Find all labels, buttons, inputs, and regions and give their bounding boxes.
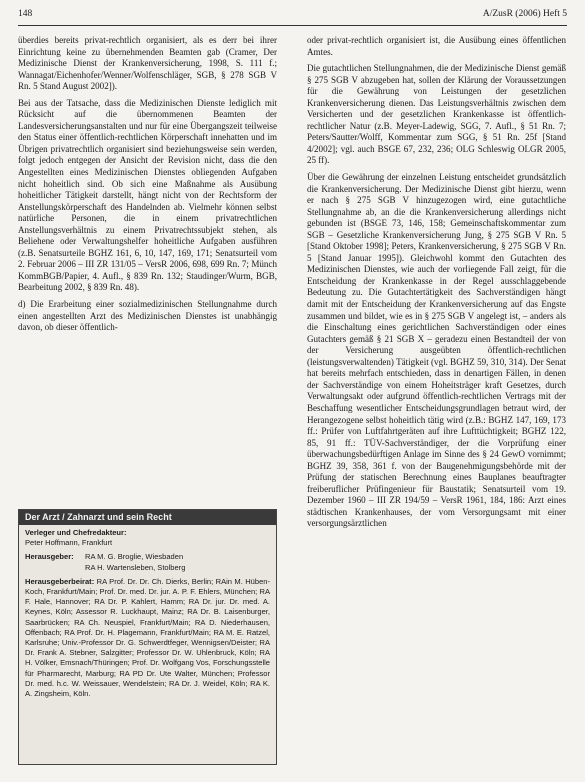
editors-list: RA M. G. Broglie, Wiesbaden RA H. Wartensleben, Stolberg: [85, 552, 186, 572]
publisher-name: Peter Hoffmann, Frankfurt: [25, 538, 113, 548]
publisher-label: Verleger und Chefredakteur:: [25, 528, 127, 537]
board-list: RA Prof. Dr. Dr. Ch. Dierks, Berlin; RAin M. Hüben-Koch, Frankfurt/Main; Prof. Dr. med. Dr. jur. A. P. F. Ehlers, München; RA F. Hale, Hannover; RA Dr. P. Kahlert, Hamm; RA Dr. jur. Dr. med. A. Keynes, Köln; Assessor R. Luckhaupt, Mainz; RA Dr. B. Laisenburger, Saarbrücken; RA Ch. Neuspiel, Frankfurt/Main; RA D. Niederhausen, Offenbach; RA Prof. Dr. H. Plagemann, Frankfurt/Main; RA M. E. Ratzel, Karlsruhe; Univ.-Professor Dr. G. Schwerdtfeger, Wennigsen/Deister; RA Dr. Frank A. Stebner, Salzgitter; Professor Dr. W. Uhlenbruck, Köln; RA H. Völker, Emsnach/Thüringen; Prof. Dr. Wolfgang Vos, Forschungsstelle für Pharmarecht, Marburg; RA PD Dr. Ute Walter, München; Professor Dr. med. h.c. W. Weissauer, Wendelstein; RA Dr. J. Weidel, Köln; RA K. A. Zingsheim, Köln.: [25, 576, 270, 699]
paragraph: oder privat-rechtlich organisiert ist, die Ausübung eines öffentlichen Amtes.: [307, 35, 566, 57]
journal-reference: A/ZusR (2006) Heft 5: [482, 9, 567, 19]
paragraph: Über die Gewährung der einzelnen Leistung entscheidet grundsätzlich die Krankenversicherung. Der Medizinische Dienst gibt hierzu, wenn er nach § 275 SGB V hinzugezogen wird, eine gutachtliche Stellungnahme ab, an die die Krankenversicherung allerdings nicht gebunden ist (BSGE 73, 146, 158; Gemeinschaftskommentar zum SGB – Gesetzliche Krankenversicherung Jung, § 275 SGB V Rn. 5 [Stand Oktober 1998]; Peters, Krankenversicherung, § 275 SGB V Rn. 5 [Stand Januar 1995]). Gleichwohl kommt den Gutachten des Medizinischen Dienstes, wie auch der vorliegende Fall zeigt, für die Entscheidung der Krankenkasse in der Regel ausschlaggebende Bedeutung zu. Die Gutachtertätigkeit des Sachverständigen hängt damit mit der Entscheidung der Krankenversicherung auf das Engste zusammen und bildet, wie es in § 275 SGB V angelegt ist, – anders als die Einschaltung eines gerichtlichen Sachverständigen oder eines Gutachters gemäß § 21 SGB X – geradezu einen Bestandteil der von der Versicherung ausgeübten öffentlich-rechtlichen (leistungsverwaltenden) Tätigkeit (vgl. BGHZ 59, 310, 314). Der Senat hat bereits mehrfach entschieden, dass in denartigen Fällen, in denen der Sachverständige von einem Hoheitsträger kraft Gesetzes, durch Verwaltungsakt oder aufgrund öffentlich-rechtlichen Vertrags mit der Beschaffung wesentlicher Entscheidungsgrundlagen betraut wird, der Herangezogene selbst hoheitlich tätig wird (z.B.: BGHZ 147, 169, 173 ff.: Prüfer von Luftfahrtgeräten auf ihre Lufttüchtigkeit; BGHZ 122, 85, 91 ff.: TÜV-Sachverständiger, der die Vorprüfung einer überwachungsbedürftigen Anlage im Sinne des § 24 GewO vornimmt; BGHZ 39, 358, 361 f. von der Baugenehmigungsbehörde mit der Prüfung der statischen Berechnung eines Bauplanes beauftragter freiberuflicher Prüfingenieur für Baustatik; Senatsurteil vom 19. Dezember 1960 – III ZR 194/59 – VersR 1961, 184, 186: Arzt eines städtischen Krankenhauses, der vom Versorgungsamt mit einer versorgungsärztlichen: [307, 172, 566, 529]
paragraph: Bei aus der Tatsache, dass die Medizinischen Dienste lediglich mit Rücksicht auf die übernommenen Beamten der Landesversicherungsanstalten und nur für eine Übergangszeit teilweise den Status einer öffentlich-rechtlichen Körperschaft innehatten und im Übrigen privatrechtlich organisiert sind beziehungsweise sein werden, folgt jedoch entgegen der Ansicht der Revision nicht, dass die den Angestellten eines Medizinischen Dienstes obliegenden Aufgaben nicht hoheitlich sind. Ob sich eine Maßnahme als Ausübung hoheitlicher Tätigkeit darstellt, hängt nicht von der Rechtsform der Anstellungskörperschaft des Handelnden ab. Vielmehr können selbst natürliche Personen, die in einem privatrechtlichen Anstellungsverhältnis zu einem Privatrechtssubjekt stehen, als Beliehene oder Verwaltungshelfer hoheitliche Aufgaben ausführen (z.B. Senatsurteile BGHZ 161, 6, 10, 147, 169, 171; Senatsurteil vom 2. Februar 2006 – III ZR 131/05 – VersR 2006, 698, 699 Rn. 7; Münch KommBGB/Papier, 4. Aufl., § 839 Rn. 132; Staudinger/Wurm, BGB, Bearbeitung 2002, § 839 Rn. 48).: [18, 97, 277, 293]
left-column: [18, 35, 277, 339]
editors-row: [25, 552, 270, 572]
right-column: [307, 35, 566, 535]
paragraph: überdies bereits privat-rechtlich organisiert, als es derr bei ihrer Einrichtung keine zu übernehmenden Beamten gab (Cramer, Der Medizinische Dienst der Krankenversicherung, 1998, S. 111 f.; Wannagat/Eichenhofer/Wenner/Wolfenschläger, SGB, § 278 SGB V Rn. 5 Stand August 2002]).: [18, 35, 277, 92]
board-label: Herausgeberbeirat:: [25, 576, 95, 586]
advisory-board: [25, 577, 270, 699]
header-rule: [18, 25, 567, 26]
masthead-title: Der Arzt / Zahnarzt und sein Recht: [19, 510, 276, 525]
paragraph: Die gutachtlichen Stellungnahmen, die der Medizinische Dienst gemäß § 275 SGB V abzugeben hat, sollen der Klärung der Voraussetzungen für die Gewährung von Leistungen der gesetzlichen Krankenversicherung dienen. Das Leistungsverhältnis zwischen dem Versicherten und der gesetzlichen Krankenkasse ist öffentlich-rechtlicher Natur (z.B. Meyer-Ladewig, SGG, 7. Aufl., § 51 Rn. 7; Peters/Sautter/Wolff, Kommentar zum SGG, § 51 Rn. 25f [Stand 4/2002]; vgl. auch BSGE 67, 232, 236; OLG Schleswig OLGR 2005, 25 ff).: [307, 63, 566, 166]
running-header: [18, 7, 567, 21]
page-number: 148: [18, 9, 33, 19]
paragraph: d) Die Erarbeitung einer sozialmedizinischen Stellungnahme durch einen angestellten Arzt des Medizinischen Dienstes ist unabhängig davon, ob dieser öffentlich-: [18, 299, 277, 333]
masthead-box: [18, 509, 277, 765]
editors-label: Herausgeber:: [25, 552, 74, 562]
